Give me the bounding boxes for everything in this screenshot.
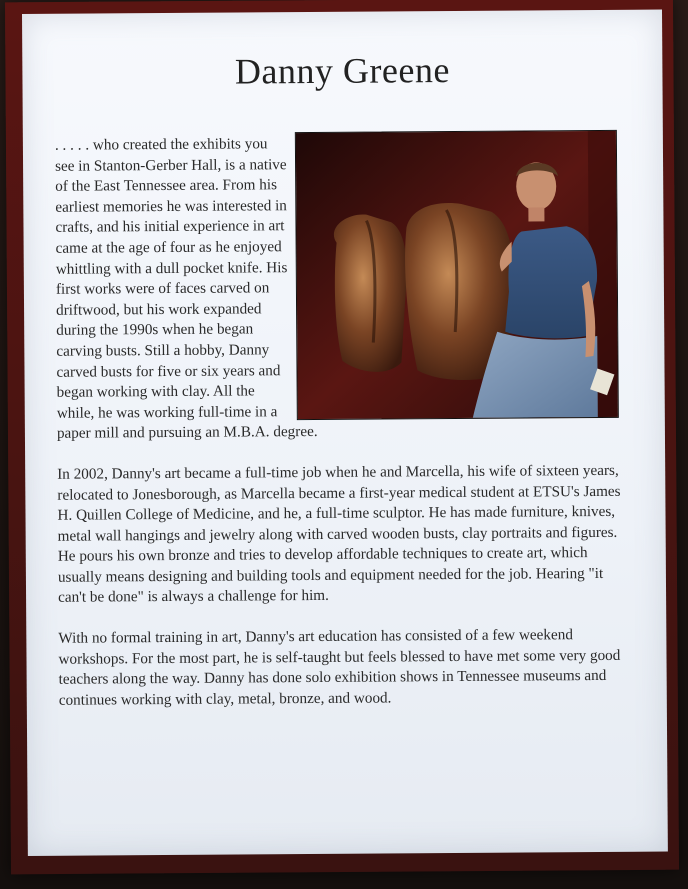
sign-panel: [22, 10, 668, 856]
photo-spacer: [295, 132, 627, 420]
biography-text: [55, 132, 629, 731]
sign-title: Danny Greene: [234, 50, 450, 92]
bio-paragraph-2: In 2002, Danny's art became a full-time job when he and Marcella, his wife of sixteen years, relocated to Jonesborough, as Marcella became a first-year medical student at ETSU's James H. Quillen College of Medicine, and he, a full-time sculptor. He has made furniture, knives, metal wall hangings and jewelry along with carved wooden busts, clay portraits and figures. He pours his own bronze and tries to develop affordable techniques to create art, which usually means designing and building tools and equipment needed for the job. Hearing "it can't be done" is always a challenge for him.: [57, 461, 621, 607]
bio-paragraph-1: . . . . . who created the exhibits you see in Stanton-Gerber Hall, is a native of the East Tennessee area. From his earliest memories he was interested in crafts, and his initial experience in art came at the age of four as he enjoyed whittling with a dull pocket knife. His first works were of faces carved on driftwood, but his work expanded during the 1990s when he began carving busts. Still a hobby, Danny carved busts for five or six years and began working with clay. All the while, he was working full-time in a paper mill and pursuing an M.B.A. degree.: [54, 135, 318, 443]
bio-paragraph-3: With no formal training in art, Danny's art education has consisted of a few weekend workshops. For the most part, he is self-taught but feels blessed to have met some very good teachers along the way. Danny has done solo exhibition shows in Tennessee museums and continues working with clay, metal, bronze, and wood.: [58, 626, 621, 709]
